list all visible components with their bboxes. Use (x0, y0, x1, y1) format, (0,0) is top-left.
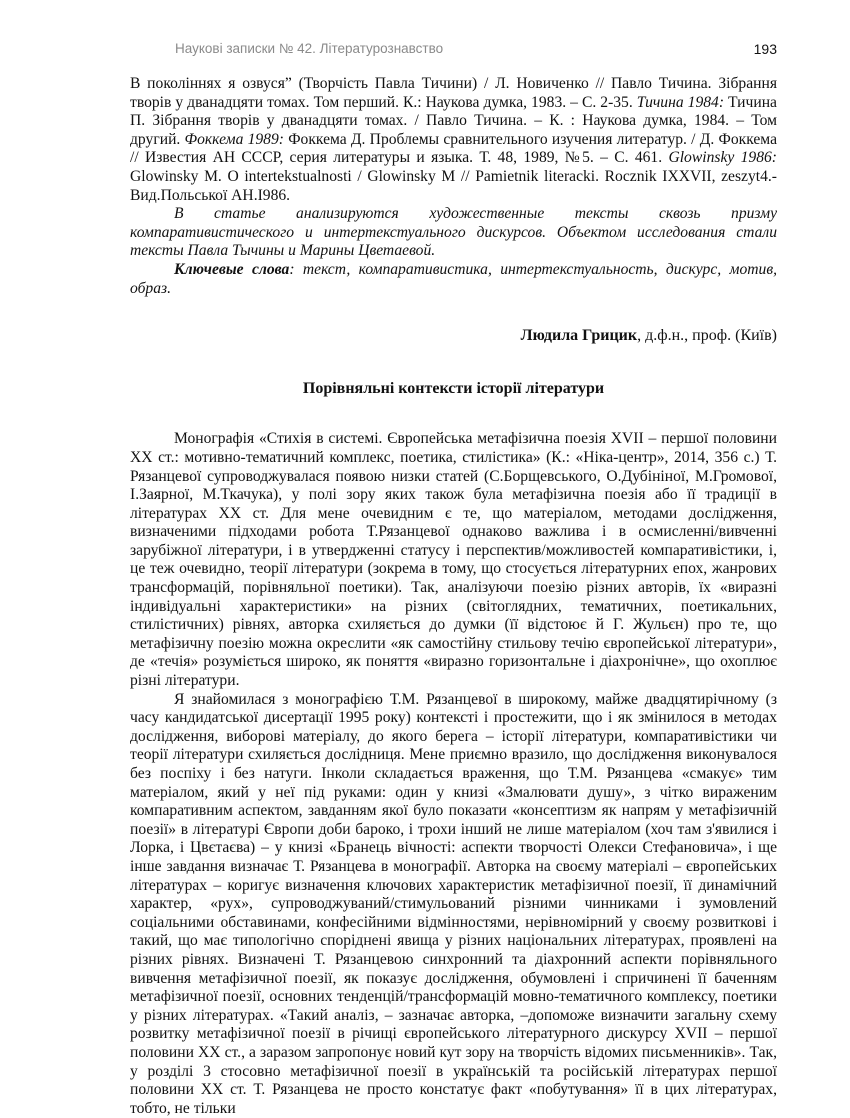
author-line (130, 327, 777, 346)
abstract: В статье анализируются художественные тексты сквозь призму компаративистического и интертекстуального дискурсов. Объектом исследования стали тексты Павла Тычины и Марины Цветаевой. (130, 205, 777, 260)
author-affiliation: , д.ф.н., проф. (Київ) (637, 327, 777, 345)
page-content (130, 75, 777, 1118)
reference-tag: Фоккема 1989: (184, 130, 284, 148)
keywords-text: : текст, компаративистика, интертекстуальность, дискурс, мотив, образ. (130, 260, 777, 297)
running-header (175, 41, 777, 61)
section-title: Порівняльні контексти історії літератури (302, 379, 605, 397)
reference-tag: Glowinsky 1986: (668, 149, 777, 167)
reference-text: Тичина П. Зібрання творів у дванадцяти томах. / Павло Тичина. – К. : Наукова думка, 1984. – Том другий. (130, 93, 777, 148)
reference-text: В поколіннях я озвуся” (Творчість Павла Тичини) / Л. Новиченко // Павло Тичина. Зібрання творів у дванадцяти томах. Том перший. К.: Наукова думка, 1983. – С. 2-35. (130, 75, 777, 111)
reference-text: Glowinsky M. O intertekstualnosti / Glowinsky M // Pamietnik literacki. Rocznik IXXVII, zeszyt4.-Вид.Польської АН.І986. (130, 167, 777, 204)
reference-tag: Тичина 1984: (636, 93, 725, 111)
references-block (130, 75, 777, 205)
body-paragraph: Я знайомилася з монографією Т.М. Рязанцевої в широкому, майже двадцятирічному (з часу кандидатської дисертації 1995 року) контексті і простежити, що і як змінилося в методах дослідження, виборові матеріалу, до якого берега – історії літератури, компаративістики чи теорії літератури схиляється дослідниця. Мене приємно вразило, що дослідження виконувалося без поспіху і без натуги. Інколи складається враження, що Т.М. Рязанцева «смакує» тим матеріалом, який у неї під руками: один у книзі «Змалювати душу», з чітко вираженим компаративним аспектом, завданням якої було показати «консептизм як напрям у метафізичній поезії» в літературі Європи доби бароко, і трохи інший не лише матеріалом (хоч там з'явилися і Лорка, і Цвєтаєва) – у книзі «Бранець вічності: аспекти творчості Олекси Стефановича», і ще інше завдання визначає Т. Рязанцева в монографії. Авторка на своєму матеріалі – європейських літературах – коригує визначення ключових характеристик метафізичної поезії, її динамічний характер, «рух», супроводжуваний/стимульований різними чинниками і зумовлений соціальними обставинами, конфесійними відмінностями, нерівномірний у своєму розвиткові і такий, що має типологічно споріднені явища у різних національних літературах, проявлені на різних рівнях. Визначені Т. Рязанцевою синхронний та діахронний аспекти порівняльного вивчення метафізичної поезії, як показує дослідження, обумовлені і спричинені її баченням метафізичної поезії, основних тенденцій/трансформацій мовно-тематичного комплексу, поетики у різних літературах. «Такий аналіз, – зазначає авторка, –допоможе визначити загальну схему розвитку метафізичної поезії в річищі європейського літературного дискурсу XVII – першої половини ХХ ст., а заразом запропонує новий кут зору на творчість відомих письменників». Так, у розділі 3 стосовно метафізичної поезії в українській та російській літературах першої половини ХХ ст. Т. Рязанцева не просто констатує факт «побутування» її в цих літературах, тобто, не тільки (130, 690, 777, 1117)
reference-text: Фоккема Д. Проблемы сравнительного изучения литератур. / Д. Фоккема // Известия АН СССР, серия литературы и языка. Т. 48, 1989, №5. – С. 461. (130, 130, 777, 167)
author-name: Людила Грицик (520, 327, 638, 345)
page-number: 193 (753, 41, 777, 57)
journal-title: Наукові записки № 42. Літературознавство (175, 41, 444, 56)
body-paragraph: Монографія «Стихія в системі. Європейська метафізична поезія XVII – першої половини ХХ ст.: мотивно-тематичний комплекс, поетика, стилістика» (К.: «Ніка-центр», 2014, 356 с.) Т. Рязанцевої супроводжувалася появою низки статей (С.Борщевського, О.Дубініної, М.Громової, І.Заярної, М.Ткачука), у полі зору яких також була метафізична поезія або її традиції в літературах ХХ ст. Для мене очевидним є те, що матеріалом, методами дослідження, визначеними підходами робота Т.Рязанцевої однаково важлива і в осмисленні/вивченні зарубіжної літератури, і в утвердженні статусу і перспектив/можливостей компаративістики, і, це теж очевидно, теорії літератури (зокрема в тому, що стосується літературних епох, жанрових трансформацій, порівняльної поетики). Так, аналізуючи поезію різних авторів, їх «виразні індивідуальні характеристики» на різних (світоглядних, тематичних, поетикальних, стилістичних) рівнях, авторка схиляється до думки (її відстоює й Г. Жульєн) про те, що метафізичну поезію можна окреслити «як самостійну стильову течію європейської літератури», де «течія» розуміється широко, як поняття «виразно горизонтальне і діахронічне», що охоплює різні літератури. (130, 430, 777, 690)
keywords-label: Ключевые слова (174, 260, 290, 278)
keywords (130, 261, 777, 298)
